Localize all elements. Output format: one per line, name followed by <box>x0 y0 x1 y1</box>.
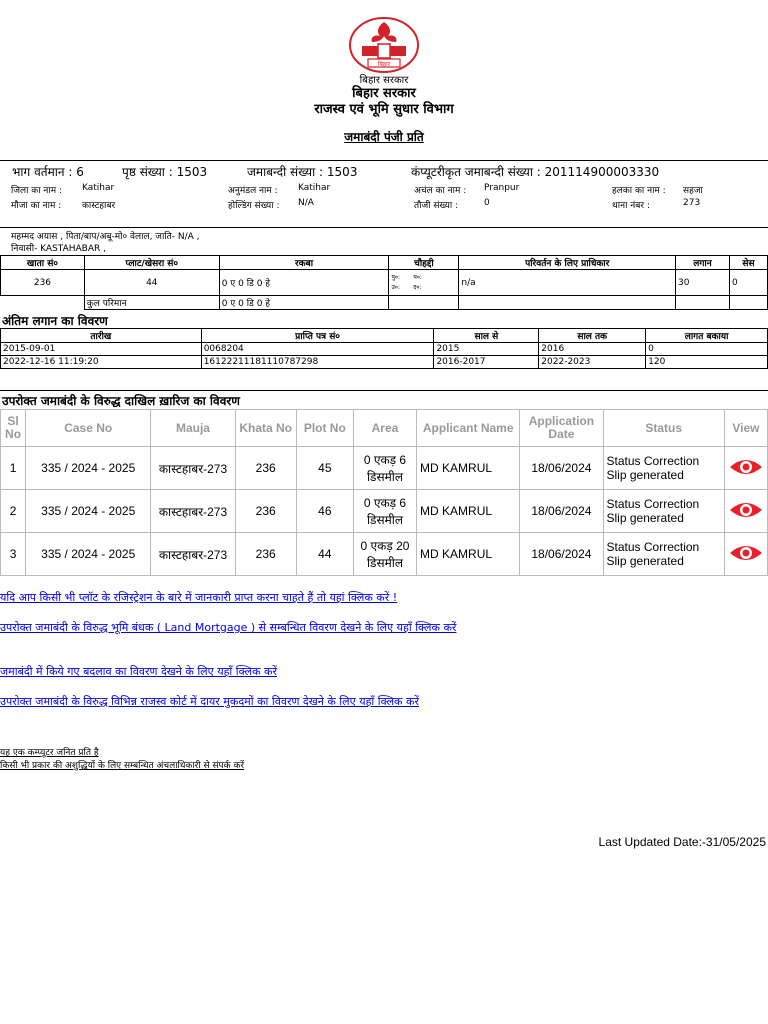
row-applicant: MD KAMRUL <box>417 490 520 533</box>
chauhaddi-north: उ०: <box>391 283 400 291</box>
lagan-row <box>1 343 768 356</box>
row-area: 0 एकड़ 6 डिसमील <box>353 447 416 490</box>
org-small: बिहार सरकार <box>359 75 409 86</box>
lagan-date: 2015-09-01 <box>1 343 202 356</box>
row-sl: 3 <box>1 533 26 576</box>
lagan-value: 30 <box>676 270 730 296</box>
view-eye-icon[interactable] <box>728 543 764 563</box>
jamabandi-number: जमाबन्दी संख्या : 1503 <box>247 165 358 179</box>
chauhaddi-south: द०: <box>413 283 422 291</box>
lagan-due: 120 <box>646 356 768 369</box>
row-case: 335 / 2024 - 2025 <box>26 490 151 533</box>
registration-info-link[interactable]: यदि आप किसी भी प्लॉट के रजिस्ट्रेशन के बारे में जानकारी प्राप्त करना चाहते हैं तो यहां क्लिक करें ! <box>0 591 398 604</box>
circle-value: Pranpur <box>484 183 520 193</box>
header-date: तारीख <box>1 329 202 343</box>
row-khata: 236 <box>235 447 296 490</box>
halka-label: हलका का नाम : <box>612 186 666 196</box>
computer-generated-note: यह एक कम्प्यूटर जनित प्रति है <box>0 748 99 758</box>
khata-header-row <box>1 256 768 270</box>
holding-label: होल्डिंग संख्या : <box>228 201 280 211</box>
thana-value: 273 <box>683 198 701 208</box>
row-case: 335 / 2024 - 2025 <box>26 533 151 576</box>
header-mauja: Mauja <box>151 410 235 447</box>
view-cell <box>724 447 767 490</box>
row-khata: 236 <box>235 490 296 533</box>
authority-value: n/a <box>459 270 676 296</box>
lagan-row <box>1 356 768 369</box>
row-sl: 1 <box>1 447 26 490</box>
org-name: बिहार सरकार <box>352 86 416 101</box>
header-year-from: साल से <box>434 329 539 343</box>
header-area: Area <box>353 410 416 447</box>
mutation-table <box>0 409 768 576</box>
lagan-table <box>0 328 768 369</box>
rakba-value: 0 ए 0 डि 0 हे <box>219 270 389 296</box>
row-khata: 236 <box>235 533 296 576</box>
mutation-section-title: उपरोक्त जमाबंदी के विरुद्ध दाखिल ख़ारिज का विवरण <box>2 394 240 408</box>
mutation-row <box>1 447 768 490</box>
row-plot: 44 <box>296 533 353 576</box>
computerized-number: कंप्यूटरीकृत जमाबन्दी संख्या : 201114900003330 <box>411 165 660 179</box>
header-view: View <box>724 410 767 447</box>
lagan-date: 2022-12-16 11:19:20 <box>1 356 202 369</box>
subdivision-value: Katihar <box>298 183 331 193</box>
lagan-year-to: 2022-2023 <box>539 356 646 369</box>
circle-label: अचंल का नाम : <box>414 186 467 196</box>
chauhaddi-cell <box>389 270 459 296</box>
khata-total-row <box>1 296 768 310</box>
header-khata: खाता सं० <box>1 256 85 270</box>
row-applicant: MD KAMRUL <box>417 447 520 490</box>
header-lagan: लगान <box>676 256 730 270</box>
row-date: 18/06/2024 <box>520 533 603 576</box>
row-area: 0 एकड़ 20 डिसमील <box>353 533 416 576</box>
header-year-to: साल तक <box>539 329 646 343</box>
view-eye-icon[interactable] <box>728 500 764 520</box>
mouza-label: मौजा का नाम : <box>11 201 62 211</box>
khata-row <box>1 270 768 296</box>
bihar-emblem-logo <box>348 16 420 74</box>
jamabandi-changes-link[interactable]: जमाबंदी में किये गए बदलाव का विवरण देखने के लिए यहाँ क्लिक करें <box>0 665 277 678</box>
lagan-receipt: 0068204 <box>201 343 434 356</box>
district-label: जिला का नाम : <box>11 186 63 196</box>
touzi-label: तौजी संख्या : <box>414 201 459 211</box>
plot-value: 44 <box>84 270 219 296</box>
view-cell <box>724 533 767 576</box>
header-case: Case No <box>26 410 151 447</box>
lagan-due: 0 <box>646 343 768 356</box>
revenue-court-cases-link[interactable]: उपरोक्त जमाबंदी के विरुद्ध विभिन्न राजस्व कोर्ट में दायर मुकदमों का विवरण देखने के लिए यहाँ क्लिक करें <box>0 695 419 708</box>
ses-value: 0 <box>729 270 767 296</box>
land-mortgage-link[interactable]: उपरोक्त जमाबंदी के विरुद्ध भूमि बंधक ( Land Mortgage ) से सम्बन्धित विवरण देखने के लिए यहाँ क्लिक करें <box>0 621 457 634</box>
row-applicant: MD KAMRUL <box>417 533 520 576</box>
header-status: Status <box>603 410 724 447</box>
subdivision-label: अनुमंडल नाम : <box>228 186 278 196</box>
lagan-year-from: 2016-2017 <box>434 356 539 369</box>
lagan-header-row <box>1 329 768 343</box>
row-status: Status Correction Slip generated <box>603 490 724 533</box>
mutation-header-row <box>1 410 768 447</box>
total-label: कुल परिमान <box>84 296 219 310</box>
halka-value: सहजा <box>683 186 703 196</box>
row-plot: 45 <box>296 447 353 490</box>
mutation-row <box>1 490 768 533</box>
view-eye-icon[interactable] <box>728 457 764 477</box>
row-date: 18/06/2024 <box>520 447 603 490</box>
lagan-year-from: 2015 <box>434 343 539 356</box>
row-case: 335 / 2024 - 2025 <box>26 447 151 490</box>
row-date: 18/06/2024 <box>520 490 603 533</box>
thana-label: थाना नंबर : <box>612 201 650 211</box>
row-plot: 46 <box>296 490 353 533</box>
row-status: Status Correction Slip generated <box>603 533 724 576</box>
department-name: राजस्व एवं भूमि सुधार विभाग <box>314 102 454 117</box>
owner-residence: निवासी- KASTAHABAR , <box>11 244 106 254</box>
mutation-row <box>1 533 768 576</box>
header-applicant: Applicant Name <box>417 410 520 447</box>
header-due: लागत बकाया <box>646 329 768 343</box>
last-updated-date: Last Updated Date:-31/05/2025 <box>598 835 766 849</box>
row-area: 0 एकड़ 6 डिसमील <box>353 490 416 533</box>
holding-value: N/A <box>298 198 314 208</box>
contact-officer-note: किसी भी प्रकार की अशुद्धियों के लिए सम्बन्धित अंचलाधिकारी से संपर्क करें <box>0 761 245 771</box>
row-status: Status Correction Slip generated <box>603 447 724 490</box>
row-mauja: कास्टहाबर-273 <box>151 447 235 490</box>
emblem-caption: बिहार <box>377 61 391 68</box>
row-mauja: कास्टहाबर-273 <box>151 490 235 533</box>
document-title: जमाबंदी पंजी प्रति <box>344 130 424 144</box>
bhag-number: भाग वर्तमान : 6 <box>12 165 84 179</box>
khata-table <box>0 255 768 310</box>
lagan-section-title: अंतिम लगान का विवरण <box>2 314 108 328</box>
district-value: Katihar <box>82 183 115 193</box>
header-plot-no: Plot No <box>296 410 353 447</box>
header-receipt: प्राप्ति पत्र सं० <box>201 329 434 343</box>
row-mauja: कास्टहाबर-273 <box>151 533 235 576</box>
row-sl: 2 <box>1 490 26 533</box>
mutation-divider <box>0 390 768 391</box>
header-authority: परिवर्तन के लिए प्राधिकार <box>459 256 676 270</box>
header-app-date: Application Date <box>520 410 603 447</box>
lagan-year-to: 2016 <box>539 343 646 356</box>
view-cell <box>724 490 767 533</box>
page-number: पृष्ठ संख्या : 1503 <box>122 165 208 179</box>
owner-line: महम्मद अयास , पिता/बाप/अबू-मो० वेलाल, जाति- N/A , <box>11 232 200 242</box>
khata-value: 236 <box>1 270 85 296</box>
header-plot: प्लाट/खेसरा सं० <box>84 256 219 270</box>
header-rakba: रकबा <box>219 256 389 270</box>
header-chauhaddi: चौहद्दी <box>389 256 459 270</box>
total-value: 0 ए 0 डि 0 हे <box>219 296 389 310</box>
header-ses: सेस <box>729 256 767 270</box>
mouza-value: कास्टहाबर <box>82 201 116 211</box>
header-khata-no: Khata No <box>235 410 296 447</box>
header-sl: Sl No <box>1 410 26 447</box>
touzi-value: 0 <box>484 198 490 208</box>
lagan-receipt: 16122211181110787298 <box>201 356 434 369</box>
chauhaddi-east: पु०: <box>391 273 400 281</box>
chauhaddi-west: प०: <box>413 273 422 281</box>
